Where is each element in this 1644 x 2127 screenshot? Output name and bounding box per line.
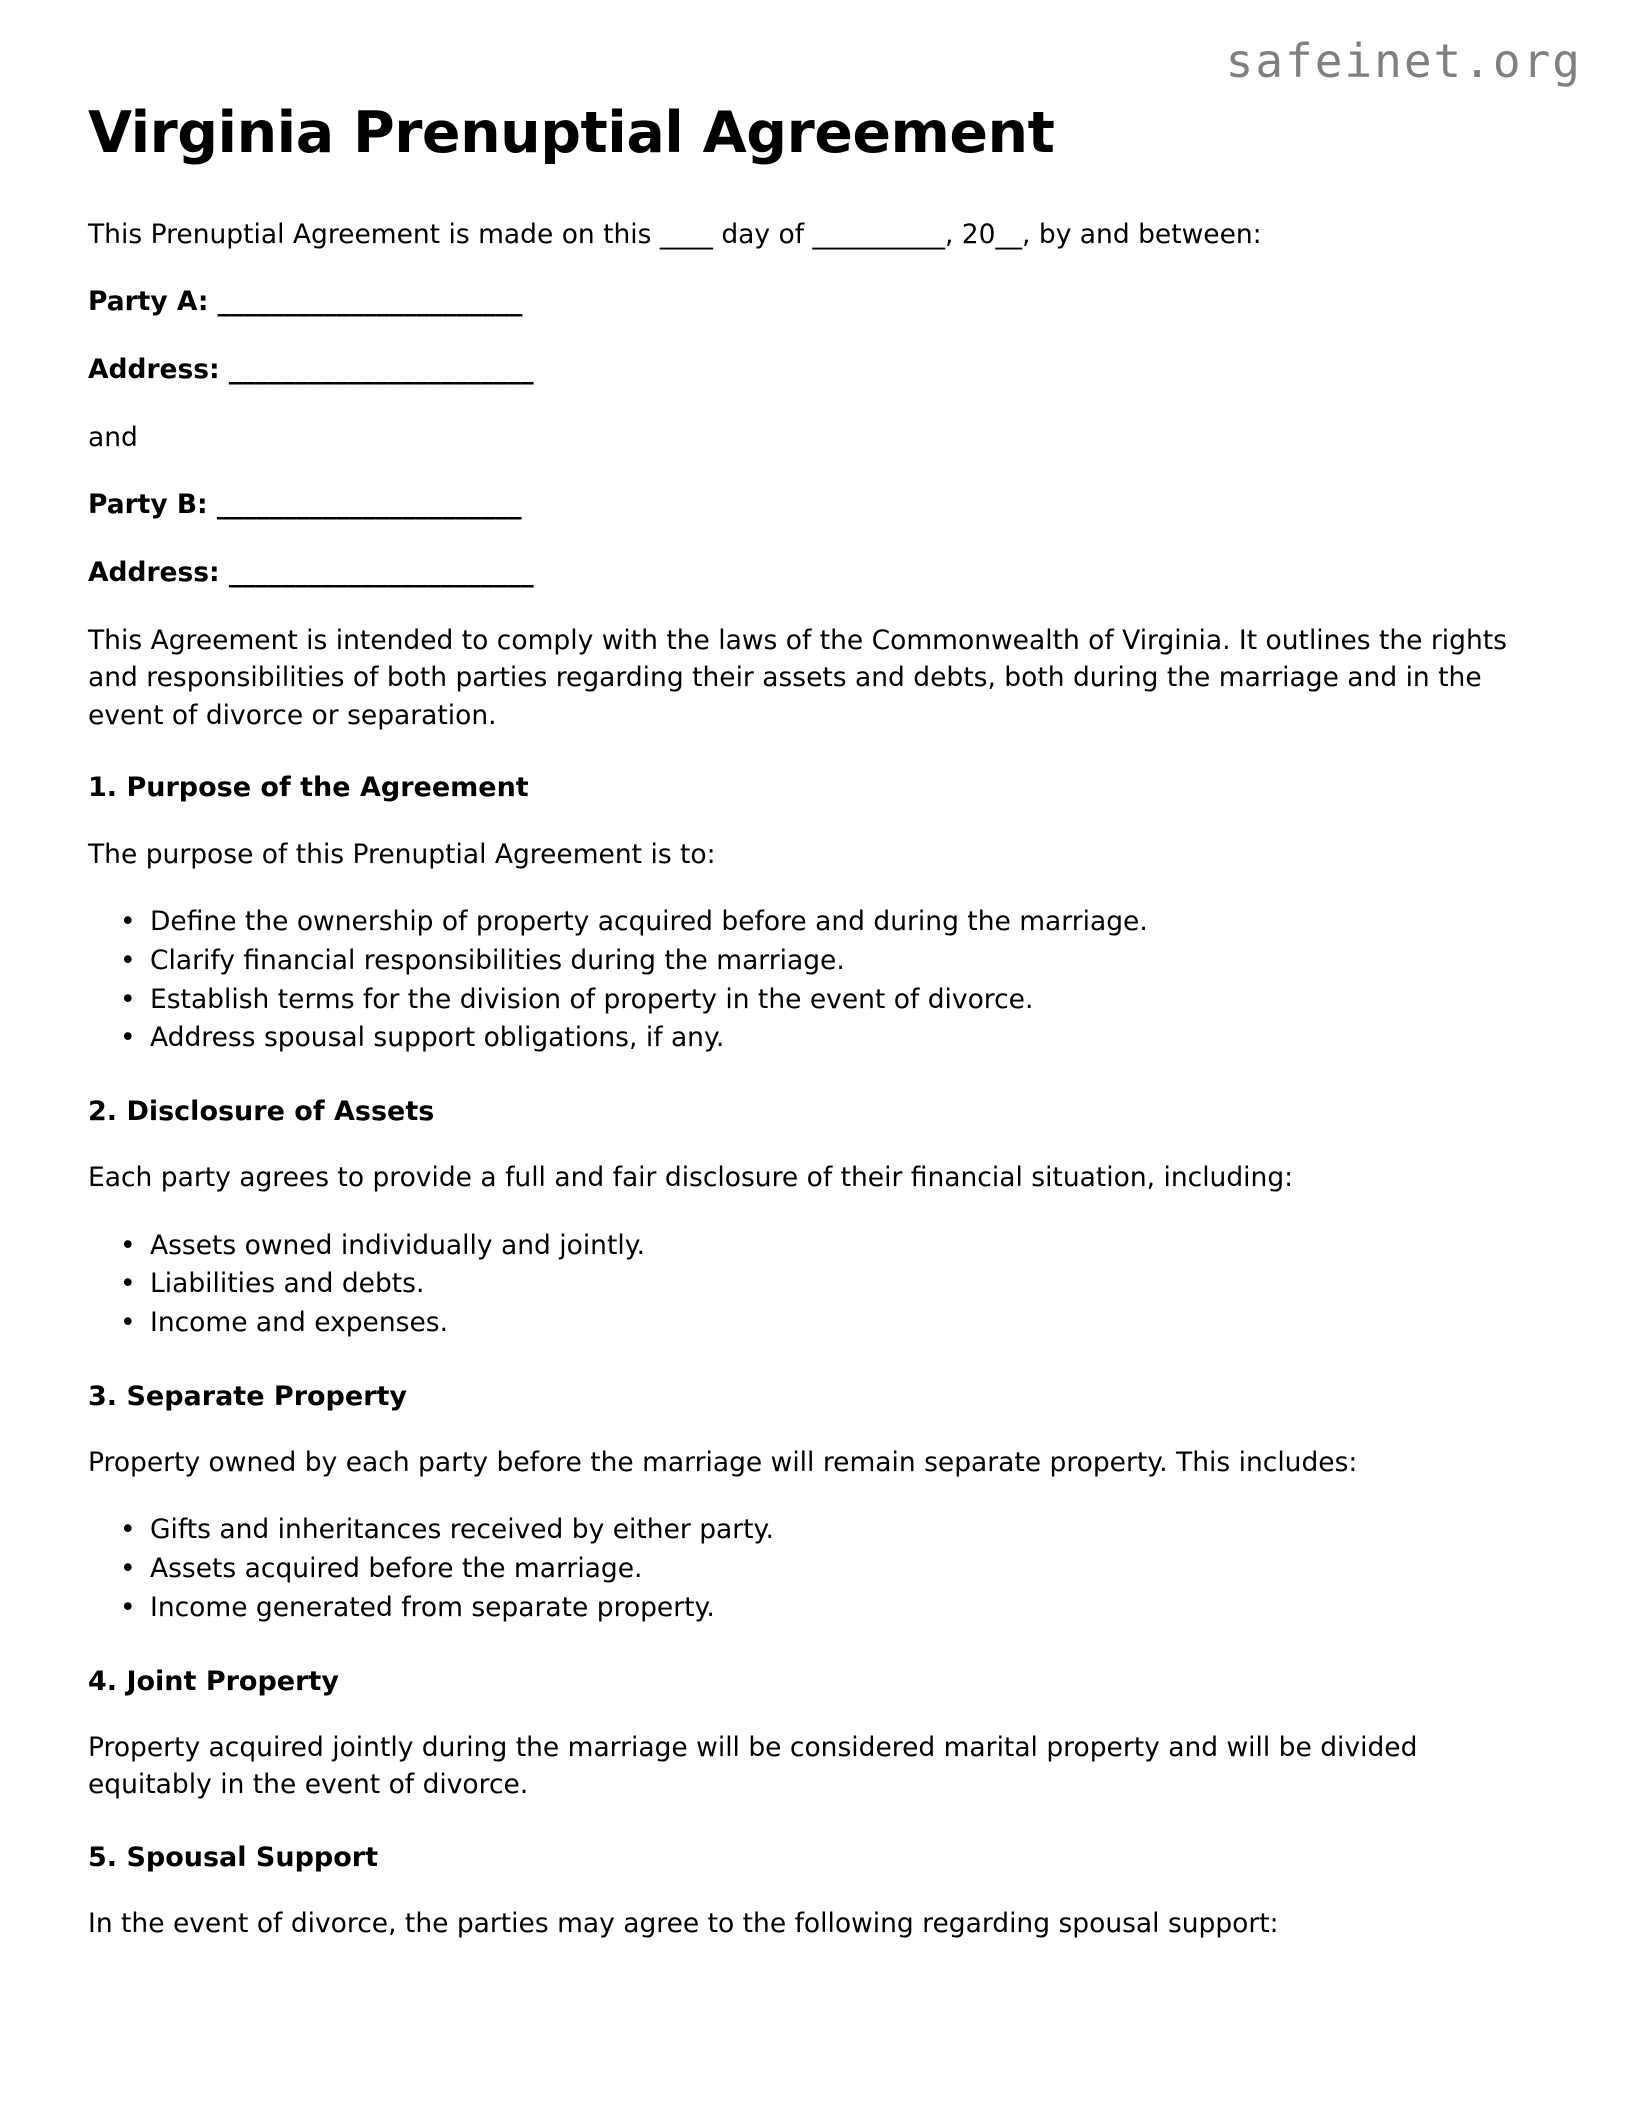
section-intro-5: In the event of divorce, the parties may agree to the following regarding spousal support: [88,1907,1279,1939]
section-heading-4: 4. Joint Property [88,1665,339,1697]
section-bullets-1 [88,903,1520,1058]
list-item: • Income generated from separate property. [150,1589,1520,1628]
section-heading-2: 2. Disclosure of Assets [88,1095,435,1127]
section-intro-4: Property acquired jointly during the marriage will be considered marital property and will be divided equitably in the event of divorce. [88,1731,1418,1801]
section-intro-3: Property owned by each party before the marriage will remain separate property. This includes: [88,1446,1358,1478]
site-watermark: safeinet.org [1225,34,1582,88]
party-a-address-field[interactable]: Address: _______________________ [88,354,534,386]
list-item: • Establish terms for the division of property in the event of divorce. [150,981,1520,1020]
party-a-field[interactable]: Party A: _______________________ [88,286,523,318]
list-item: • Define the ownership of property acquired before and during the marriage. [150,903,1520,942]
list-item: • Address spousal support obligations, if any. [150,1019,1520,1058]
list-item: • Assets acquired before the marriage. [150,1550,1520,1589]
preamble-paragraph: This Agreement is intended to comply with the laws of the Commonwealth of Virginia. It outlines the rights and responsibilities of both parties regarding their assets and debts, both during the marriage and in the event of divorce or separation. [88,624,1507,731]
conjunction-text: and [88,421,138,453]
party-b-address-field[interactable]: Address: _______________________ [88,556,534,588]
document-content [88,100,1520,1973]
section-bullets-3 [88,1511,1520,1627]
list-item: • Gifts and inheritances received by either party. [150,1511,1520,1550]
list-item: • Assets owned individually and jointly. [150,1227,1520,1266]
section-heading-5: 5. Spousal Support [88,1841,379,1873]
list-item: • Liabilities and debts. [150,1265,1520,1304]
section-heading-3: 3. Separate Property [88,1380,408,1412]
list-item: • Clarify financial responsibilities during the marriage. [150,942,1520,981]
list-item: • Income and expenses. [150,1304,1520,1343]
party-b-field[interactable]: Party B: _______________________ [88,489,522,521]
section-intro-1: The purpose of this Prenuptial Agreement is to: [88,838,716,870]
section-heading-1: 1. Purpose of the Agreement [88,772,529,804]
intro-paragraph: This Prenuptial Agreement is made on this ____ day of __________, 20__, by and between: [88,218,1262,250]
section-bullets-2 [88,1227,1520,1343]
section-intro-2: Each party agrees to provide a full and fair disclosure of their financial situation, including: [88,1162,1294,1194]
page-title: Virginia Prenuptial Agreement [88,100,1055,166]
